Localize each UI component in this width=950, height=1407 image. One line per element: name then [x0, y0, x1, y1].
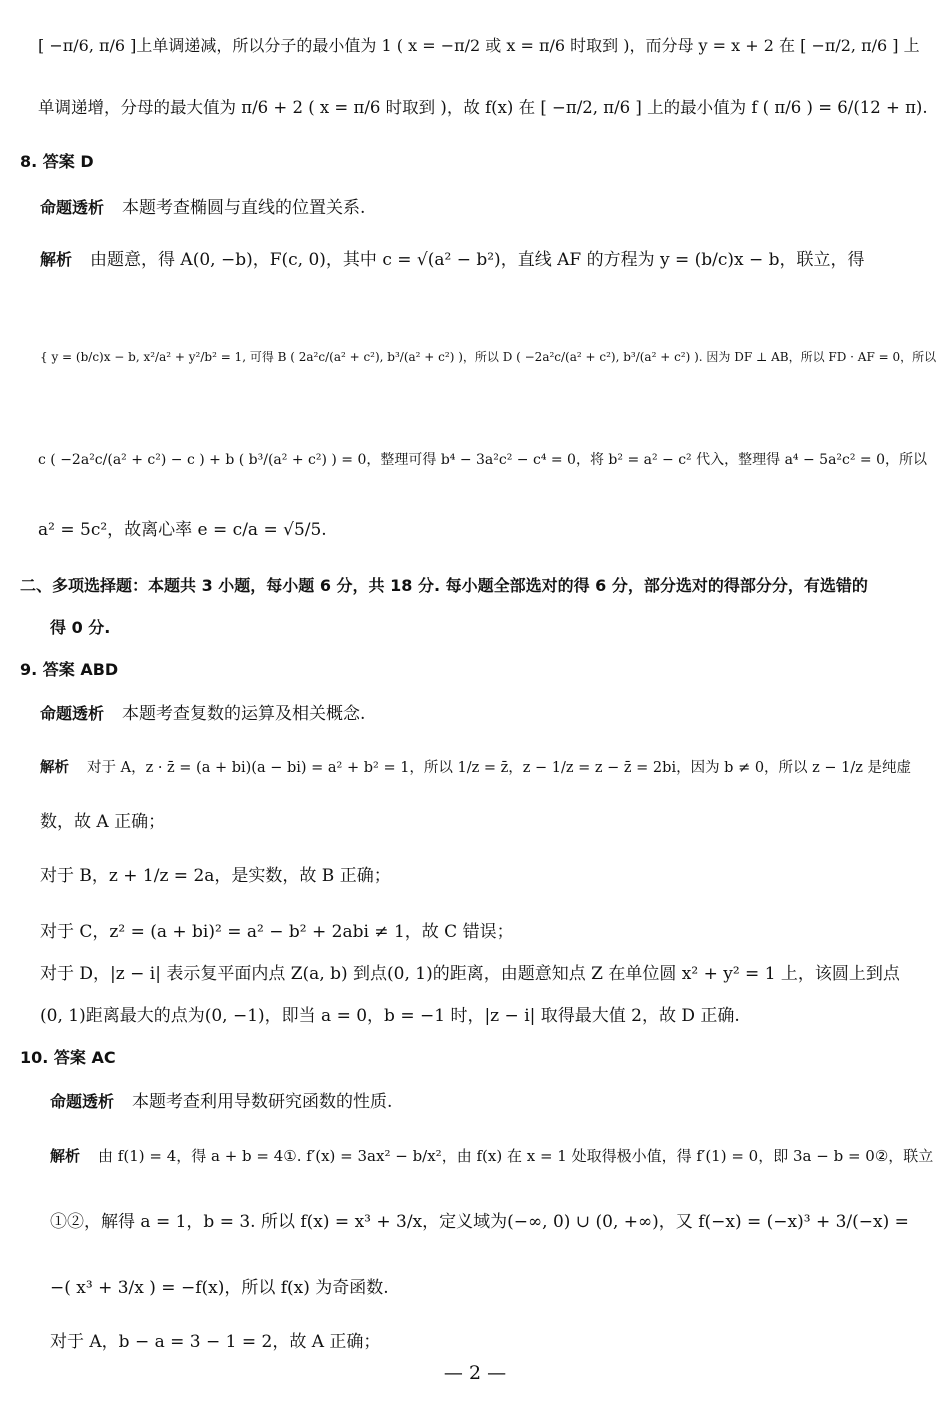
text-line: 单调递增，分母的最大值为 π/6 + 2 ( x = π/6 时取到 )，故 f(x) 在 [ −π/2, π/6 ] 上的最小值为 f ( π/6 ) = 6/(12 + π). [38, 98, 928, 117]
label-analysis: 命题透析 [40, 198, 105, 217]
text-line: 数，故 A 正确； [40, 812, 166, 832]
text-line: (0, 1)距离最大的点为(0, −1)，即当 a = 0，b = −1 时，|z − i| 取得最大值 2，故 D 正确. [40, 1006, 740, 1026]
analysis-line: 命题透析 本题考查利用导数研究函数的性质. [50, 1092, 393, 1112]
label-solution: 解析 [40, 760, 69, 776]
answer-heading: 8. 答案 D [20, 152, 94, 171]
text-line: 对于 A，b − a = 3 − 1 = 2，故 A 正确； [50, 1332, 381, 1352]
text-line: a² = 5c²，故离心率 e = c/a = √5/5. [38, 520, 327, 540]
text-line: −( x³ + 3/x ) = −f(x)，所以 f(x) 为奇函数. [50, 1278, 389, 1298]
text-line: 对于 C，z² = (a + bi)² = a² − b² + 2abi ≠ 1，故 C 错误； [40, 922, 514, 942]
label-solution: 解析 [40, 250, 73, 269]
text-line: 对于 B，z + 1/z = 2a，是实数，故 B 正确； [40, 866, 391, 886]
text-line: ①②，解得 a = 1，b = 3. 所以 f(x) = x³ + 3/x，定义域为(−∞, 0) ∪ (0, +∞)，又 f(−x) = (−x)³ + 3/(−x) = [50, 1212, 909, 1232]
analysis-line: 命题透析 本题考查椭圆与直线的位置关系. [40, 198, 366, 218]
label-analysis: 命题透析 [50, 1092, 115, 1111]
answer-heading: 10. 答案 AC [20, 1048, 116, 1067]
answer-heading: 9. 答案 ABD [20, 660, 119, 679]
analysis-line: 命题透析 本题考查复数的运算及相关概念. [40, 704, 366, 724]
page-number: — 2 — [443, 1362, 507, 1384]
solution-line: 解析 对于 A，z · z̄ = (a + bi)(a − bi) = a² + b² = 1，所以 1/z = z̄，z − 1/z = z − z̄ = 2bi，因为 b ≠ 0，所以 z − 1/z 是纯虚 [40, 760, 912, 776]
text-line: { y = (b/c)x − b, x²/a² + y²/b² = 1, 可得 B ( 2a²c/(a² + c²), b³/(a² + c²) )，所以 D ( −2a²c/(a² + c²), b³/(a² + c²) ). 因为 DF ⊥ AB，所以 FD · AF = 0，所以 [40, 350, 937, 364]
text-line: [ −π/6, π/6 ]上单调递减，所以分子的最小值为 1 ( x = −π/2 或 x = π/6 时取到 )，而分母 y = x + 2 在 [ −π/2, π/6 ] 上 [38, 36, 920, 55]
section-heading: 二、多项选择题：本题共 3 小题，每小题 6 分，共 18 分. 每小题全部选对的得 6 分，部分选对的得部分分，有选错的 [20, 576, 868, 595]
label-solution: 解析 [50, 1147, 81, 1165]
text-line: c ( −2a²c/(a² + c²) − c ) + b ( b³/(a² + c²) ) = 0，整理可得 b⁴ − 3a²c² − c⁴ = 0，将 b² = a² − c² 代入，整理得 a⁴ − 5a²c² = 0，所以 [38, 452, 928, 468]
solution-line: 解析 由 f(1) = 4，得 a + b = 4①. f′(x) = 3ax² − b/x²，由 f(x) 在 x = 1 处取得极小值，得 f′(1) = 0，即 3a − b = 0②，联立 [50, 1147, 934, 1165]
section-heading-cont: 得 0 分. [50, 618, 111, 637]
text-line: 对于 D，|z − i| 表示复平面内点 Z(a, b) 到点(0, 1)的距离，由题意知点 Z 在单位圆 x² + y² = 1 上，该圆上到点 [40, 964, 900, 984]
label-analysis: 命题透析 [40, 704, 105, 723]
solution-line: 解析 由题意，得 A(0, −b)，F(c, 0)，其中 c = √(a² − b²)，直线 AF 的方程为 y = (b/c)x − b，联立，得 [40, 250, 865, 270]
